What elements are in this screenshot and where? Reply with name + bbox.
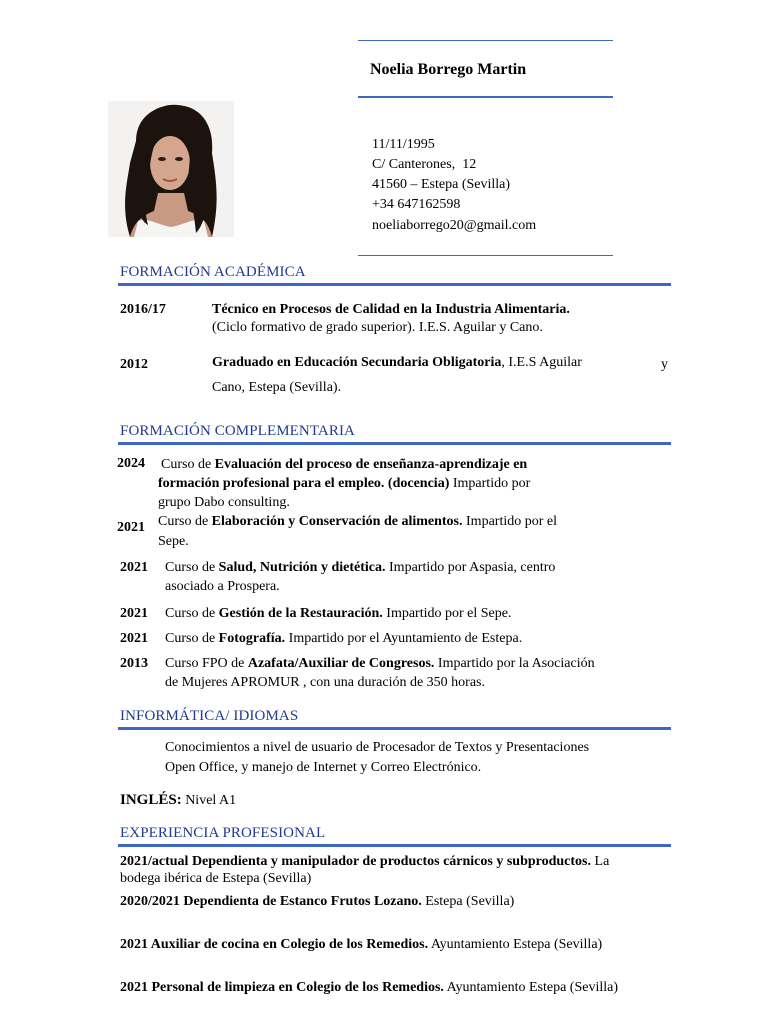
course-provider: Impartido por el xyxy=(462,514,557,529)
section-rule-it-languages xyxy=(118,727,671,730)
course-prefix: Curso de xyxy=(165,631,219,646)
course-line: de Mujeres APROMUR , con una duración de 350 horas. xyxy=(165,675,486,690)
course-line: asociado a Prospera. xyxy=(165,579,280,594)
experience-place: Ayuntamiento Estepa (Sevilla) xyxy=(428,937,603,952)
english-value: Nivel A1 xyxy=(181,793,237,808)
academic-detail: (Ciclo formativo de grado superior). I.E.S. Aguilar y Cano. xyxy=(212,320,543,335)
experience-place: Estepa (Sevilla) xyxy=(421,894,515,909)
experience-title: 2021/actual Dependienta y manipulador de productos cárnicos y subproductos. xyxy=(120,854,592,869)
address-street: C/ Canterones, 12 xyxy=(372,157,477,172)
birth-date: 11/11/1995 xyxy=(372,137,435,152)
course-line xyxy=(165,629,522,649)
portrait-image xyxy=(108,101,234,237)
course-line xyxy=(165,604,511,624)
phone: +34 647162598 xyxy=(372,197,461,212)
course-year: 2024 xyxy=(117,456,145,471)
course-line xyxy=(165,558,555,578)
experience-item xyxy=(120,892,514,912)
course-year: 2021 xyxy=(120,631,148,646)
course-provider: Impartido por la Asociación xyxy=(434,656,595,671)
section-rule-complementary xyxy=(118,442,671,445)
course-title: Fotografía. xyxy=(218,631,286,646)
header-bottom-rule xyxy=(358,255,613,256)
course-line xyxy=(158,474,530,494)
course-prefix: Curso de xyxy=(165,606,219,621)
course-line xyxy=(161,455,527,475)
course-provider: Impartido por el Sepe. xyxy=(382,606,512,621)
course-prefix: Curso de xyxy=(158,514,212,529)
course-title: formación profesional para el empleo. (docencia) xyxy=(158,476,450,491)
academic-degree xyxy=(212,353,582,373)
course-line: grupo Dabo consulting. xyxy=(158,495,290,510)
course-provider: Impartido por Aspasia, centro xyxy=(385,560,556,575)
course-line xyxy=(165,654,595,674)
academic-year: 2016/17 xyxy=(120,302,166,317)
academic-degree: Técnico en Procesos de Calidad en la Industria Alimentaria. xyxy=(212,302,570,317)
section-title-it-languages: INFORMÁTICA/ IDIOMAS xyxy=(120,708,299,724)
course-prefix: Curso FPO de xyxy=(165,656,248,671)
experience-title: 2021 Auxiliar de cocina en Colegio de los Remedios. xyxy=(120,937,429,952)
academic-detail: Cano, Estepa (Sevilla). xyxy=(212,380,342,395)
english-level xyxy=(120,791,236,811)
course-year: 2021 xyxy=(120,560,148,575)
experience-item xyxy=(120,935,602,955)
english-label: INGLÉS: xyxy=(120,792,182,808)
academic-degree-conj: y xyxy=(661,357,668,372)
experience-title: 2020/2021 Dependienta de Estanco Frutos Lozano. xyxy=(120,894,422,909)
course-provider: Impartido por xyxy=(449,476,531,491)
experience-place: La xyxy=(591,854,610,869)
header-top-rule xyxy=(358,40,613,41)
course-year: 2021 xyxy=(120,606,148,621)
candidate-name: Noelia Borrego Martin xyxy=(370,61,527,78)
course-line: Sepe. xyxy=(158,534,189,549)
academic-degree-title: Graduado en Educación Secundaria Obligatoria xyxy=(212,355,502,370)
section-rule-experience xyxy=(118,844,671,847)
academic-degree-school: , I.E.S Aguilar xyxy=(501,355,582,370)
section-title-academic: FORMACIÓN ACADÉMICA xyxy=(120,264,306,280)
section-title-complementary: FORMACIÓN COMPLEMENTARIA xyxy=(120,423,355,439)
course-provider: Impartido por el Ayuntamiento de Estepa. xyxy=(285,631,523,646)
course-title: Gestión de la Restauración. xyxy=(218,606,383,621)
it-skills-line: Conocimientos a nivel de usuario de Procesador de Textos y Presentaciones xyxy=(165,740,590,755)
email: noeliaborrego20@gmail.com xyxy=(372,218,537,233)
academic-year: 2012 xyxy=(120,357,148,372)
course-title: Azafata/Auxiliar de Congresos. xyxy=(247,656,435,671)
course-title: Elaboración y Conservación de alimentos. xyxy=(211,514,463,529)
course-prefix: Curso de xyxy=(161,457,215,472)
experience-place: Ayuntamiento Estepa (Sevilla) xyxy=(443,980,618,995)
section-title-experience: EXPERIENCIA PROFESIONAL xyxy=(120,825,326,841)
course-prefix: Curso de xyxy=(165,560,219,575)
course-year: 2013 xyxy=(120,656,148,671)
profile-photo xyxy=(108,101,234,237)
address-city: 41560 – Estepa (Sevilla) xyxy=(372,177,511,192)
section-rule-academic xyxy=(118,283,671,286)
experience-title: 2021 Personal de limpieza en Colegio de los Remedios. xyxy=(120,980,444,995)
course-year: 2021 xyxy=(117,520,145,535)
header-name-rule xyxy=(358,96,613,98)
experience-item-cont: bodega ibérica de Estepa (Sevilla) xyxy=(120,871,312,886)
course-title: Evaluación del proceso de enseñanza-aprendizaje en xyxy=(214,457,528,472)
experience-item xyxy=(120,978,618,998)
it-skills-line: Open Office, y manejo de Internet y Correo Electrónico. xyxy=(165,760,482,775)
course-title: Salud, Nutrición y dietética. xyxy=(218,560,386,575)
course-line xyxy=(158,512,557,532)
